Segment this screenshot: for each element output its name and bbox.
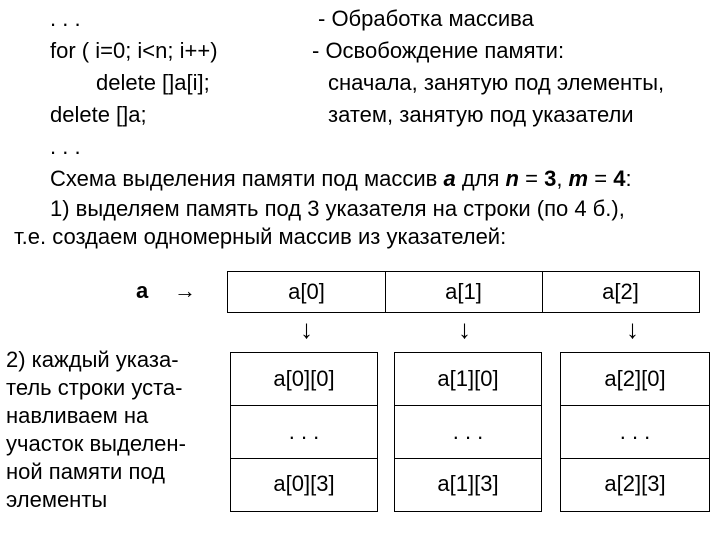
code-ellipsis-top: . . . [50, 6, 81, 31]
step2-line: навливаем на [6, 403, 149, 428]
colon: : [625, 166, 632, 191]
var-a: a [443, 166, 456, 191]
step2-line: участок выделен- [6, 431, 186, 456]
element-cell-first: a[2][0] [604, 366, 666, 391]
element-cell-last: a[1][3] [437, 471, 499, 496]
arrow-down-0: ↓ [300, 314, 313, 344]
element-column-1 [394, 352, 542, 512]
element-column-2 [560, 352, 710, 512]
code-for-loop: for ( i=0; i<n; i++) [50, 38, 218, 63]
comment-first: сначала, занятую под элементы, [328, 70, 665, 95]
element-cell-last: a[2][3] [604, 471, 666, 496]
n-value: 3 [544, 166, 557, 191]
arrow-down-2: ↓ [626, 314, 639, 344]
step2-line: 2) каждый указа- [6, 347, 179, 372]
diagram-label-a: a [136, 278, 149, 303]
element-cell-ellipsis: . . . [288, 418, 320, 444]
scheme-title-prefix: Схема выделения памяти под массив [50, 166, 444, 191]
scheme-title-mid: для [455, 166, 506, 191]
arrow-down-1: ↓ [458, 314, 471, 344]
var-m: m [568, 166, 589, 191]
element-cell-ellipsis: . . . [452, 418, 484, 444]
element-cell-last: a[0][3] [273, 471, 335, 496]
comment-then: затем, занятую под указатели [328, 102, 634, 127]
step2-line: ной памяти под [6, 459, 165, 484]
step2-line: тель строки уста- [6, 375, 183, 400]
code-delete-array: delete []a; [50, 102, 147, 127]
comment-processing: - Обработка массива [318, 6, 534, 31]
pointer-array [227, 271, 700, 313]
step1-line2: т.е. создаем одномерный массив из указателей: [14, 224, 507, 249]
pointer-cell-2: a[2] [602, 279, 639, 304]
eq-m: = [588, 166, 614, 191]
code-ellipsis-bottom: . . . [50, 134, 81, 159]
element-cell-first: a[0][0] [273, 366, 335, 391]
comma: , [556, 166, 569, 191]
eq-n: = [518, 166, 545, 191]
m-value: 4 [613, 166, 626, 191]
pointer-cell-0: a[0] [288, 279, 325, 304]
step1-line1: 1) выделяем память под 3 указателя на строки (по 4 б.), [50, 196, 625, 221]
element-cell-first: a[1][0] [437, 366, 499, 391]
arrow-right: → [174, 278, 196, 303]
step2-line: элементы [6, 487, 108, 512]
scheme-title [50, 166, 632, 192]
comment-freeing: - Освобождение памяти: [312, 38, 565, 63]
code-delete-row: delete []a[i]; [96, 70, 210, 95]
element-column-0 [230, 352, 378, 512]
element-cell-ellipsis: . . . [619, 418, 651, 444]
var-n: n [505, 166, 519, 191]
pointer-cell-1: a[1] [445, 279, 482, 304]
